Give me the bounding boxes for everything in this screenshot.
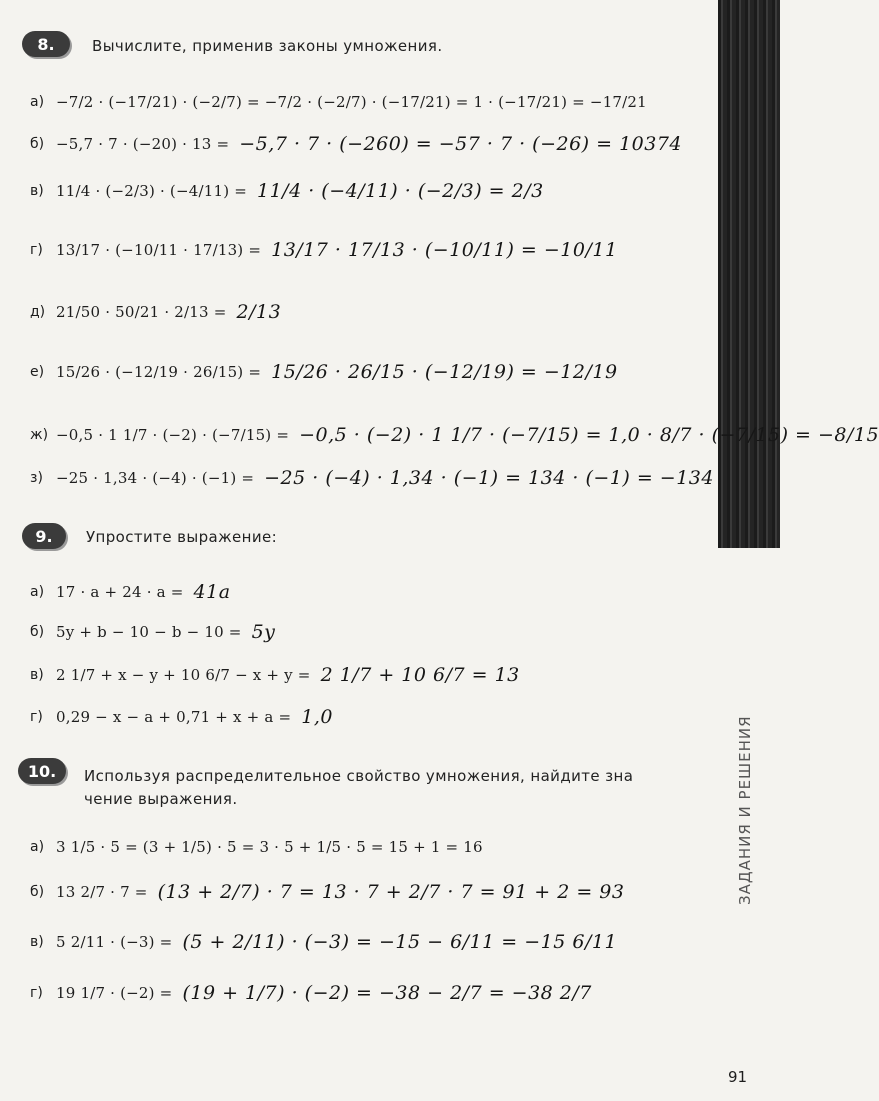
task-8-item-d: д) 21/50 · 50/21 · 2/13 = 2/13 [30, 301, 282, 323]
printed-expression: −25 · 1,34 · (−4) · (−1) = [56, 469, 255, 487]
handwritten-solution: (13 + 2/7) · 7 = 13 · 7 + 2/7 · 7 = 91 + 2 = 93 [157, 881, 625, 903]
task-9-item-v: в) 2 1/7 + x − y + 10 6/7 − x + y = 2 1/7 + 10 6/7 = 13 [30, 664, 520, 686]
handwritten-solution: 13/17 · 17/13 · (−10/11) = −10/11 [271, 239, 618, 261]
task-10-number-badge: 10. [18, 758, 66, 784]
handwritten-solution: 41a [193, 581, 231, 603]
printed-expression: 15/26 · (−12/19 · 26/15) = [56, 363, 262, 381]
handwritten-solution: 5y [251, 621, 276, 643]
printed-expression: 17 · a + 24 · a = [56, 583, 184, 601]
printed-expression: 2 1/7 + x − y + 10 6/7 − x + y = [56, 666, 311, 684]
task-8-item-g: г) 13/17 · (−10/11 · 17/13) = 13/17 · 17/13 · (−10/11) = −10/11 [30, 239, 618, 261]
dark-side-strip [718, 0, 780, 548]
task-8-item-a: а) −7/2 · (−17/21) · (−2/7) = −7/2 · (−2/7) · (−17/21) = 1 · (−17/21) = −17/21 [30, 93, 647, 111]
task-8-item-v: в) 11/4 · (−2/3) · (−4/11) = 11/4 · (−4/11) · (−2/3) = 2/3 [30, 180, 544, 202]
task-8-item-z: з) −25 · 1,34 · (−4) · (−1) = −25 · (−4) · 1,34 · (−1) = 134 · (−1) = −134 [30, 467, 714, 489]
handwritten-solution: 1,0 [301, 706, 333, 728]
task-9-item-a: а) 17 · a + 24 · a = 41a [30, 581, 231, 603]
printed-expression: 13 2/7 · 7 = [56, 883, 148, 901]
task-9-title: Упростите выражение: [86, 528, 278, 546]
printed-expression: 11/4 · (−2/3) · (−4/11) = [56, 182, 247, 200]
handwritten-solution: 11/4 · (−4/11) · (−2/3) = 2/3 [257, 180, 544, 202]
task-8-item-e: е) 15/26 · (−12/19 · 26/15) = 15/26 · 26/15 · (−12/19) = −12/19 [30, 361, 618, 383]
printed-expression: −0,5 · 1 1/7 · (−2) · (−7/15) = [56, 426, 290, 444]
printed-expression: 19 1/7 · (−2) = [56, 984, 173, 1002]
handwritten-solution: 2 1/7 + 10 6/7 = 13 [320, 664, 520, 686]
task-10-title-line-2: чение выражения. [84, 790, 238, 808]
handwritten-solution: −5,7 · 7 · (−260) = −57 · 7 · (−26) = 10374 [239, 133, 683, 155]
printed-expression: 5 2/11 · (−3) = [56, 933, 173, 951]
printed-expression: −7/2 · (−17/21) · (−2/7) = −7/2 · (−2/7) · (−17/21) = 1 · (−17/21) = −17/21 [56, 93, 647, 111]
handwritten-solution: (19 + 1/7) · (−2) = −38 − 2/7 = −38 2/7 [182, 982, 592, 1004]
handwritten-solution: −25 · (−4) · 1,34 · (−1) = 134 · (−1) = −134 [264, 467, 714, 489]
page-number: 91 [728, 1068, 748, 1086]
handwritten-solution: 15/26 · 26/15 · (−12/19) = −12/19 [271, 361, 618, 383]
task-9-number-badge: 9. [22, 523, 66, 549]
printed-expression: 13/17 · (−10/11 · 17/13) = [56, 241, 262, 259]
task-10-item-v: в) 5 2/11 · (−3) = (5 + 2/11) · (−3) = −15 − 6/11 = −15 6/11 [30, 931, 618, 953]
task-10-item-b: б) 13 2/7 · 7 = (13 + 2/7) · 7 = 13 · 7 + 2/7 · 7 = 91 + 2 = 93 [30, 881, 625, 903]
task-9-item-g: г) 0,29 − x − a + 0,71 + x + a = 1,0 [30, 706, 333, 728]
printed-expression: 0,29 − x − a + 0,71 + x + a = [56, 708, 292, 726]
task-8-title: Вычислите, применив законы умножения. [92, 37, 443, 55]
side-running-title: ЗАДАНИЯ И РЕШЕНИЯ [736, 715, 754, 905]
task-8-item-b: б) −5,7 · 7 · (−20) · 13 = −5,7 · 7 · (−260) = −57 · 7 · (−26) = 10374 [30, 133, 683, 155]
task-8-item-zh: ж) −0,5 · 1 1/7 · (−2) · (−7/15) = −0,5 · (−2) · 1 1/7 · (−7/15) = 1,0 · 8/7 · (−7/15) = −8/15 [30, 424, 879, 446]
printed-expression: 21/50 · 50/21 · 2/13 = [56, 303, 227, 321]
printed-expression: −5,7 · 7 · (−20) · 13 = [56, 135, 230, 153]
task-8-number-badge: 8. [22, 31, 70, 57]
printed-expression: 5y + b − 10 − b − 10 = [56, 623, 242, 641]
task-10-item-a: а) 3 1/5 · 5 = (3 + 1/5) · 5 = 3 · 5 + 1/5 · 5 = 15 + 1 = 16 [30, 838, 483, 856]
printed-expression: 3 1/5 · 5 = (3 + 1/5) · 5 = 3 · 5 + 1/5 · 5 = 15 + 1 = 16 [56, 838, 483, 856]
handwritten-solution: (5 + 2/11) · (−3) = −15 − 6/11 = −15 6/11 [182, 931, 618, 953]
handwritten-solution: 2/13 [236, 301, 282, 323]
task-9-item-b: б) 5y + b − 10 − b − 10 = 5y [30, 621, 276, 643]
handwritten-solution: −0,5 · (−2) · 1 1/7 · (−7/15) = 1,0 · 8/7 · (−7/15) = −8/15 [299, 424, 879, 446]
task-10-item-g: г) 19 1/7 · (−2) = (19 + 1/7) · (−2) = −38 − 2/7 = −38 2/7 [30, 982, 592, 1004]
task-10-title-line-1: Используя распределительное свойство умножения, найдите зна [84, 767, 634, 785]
